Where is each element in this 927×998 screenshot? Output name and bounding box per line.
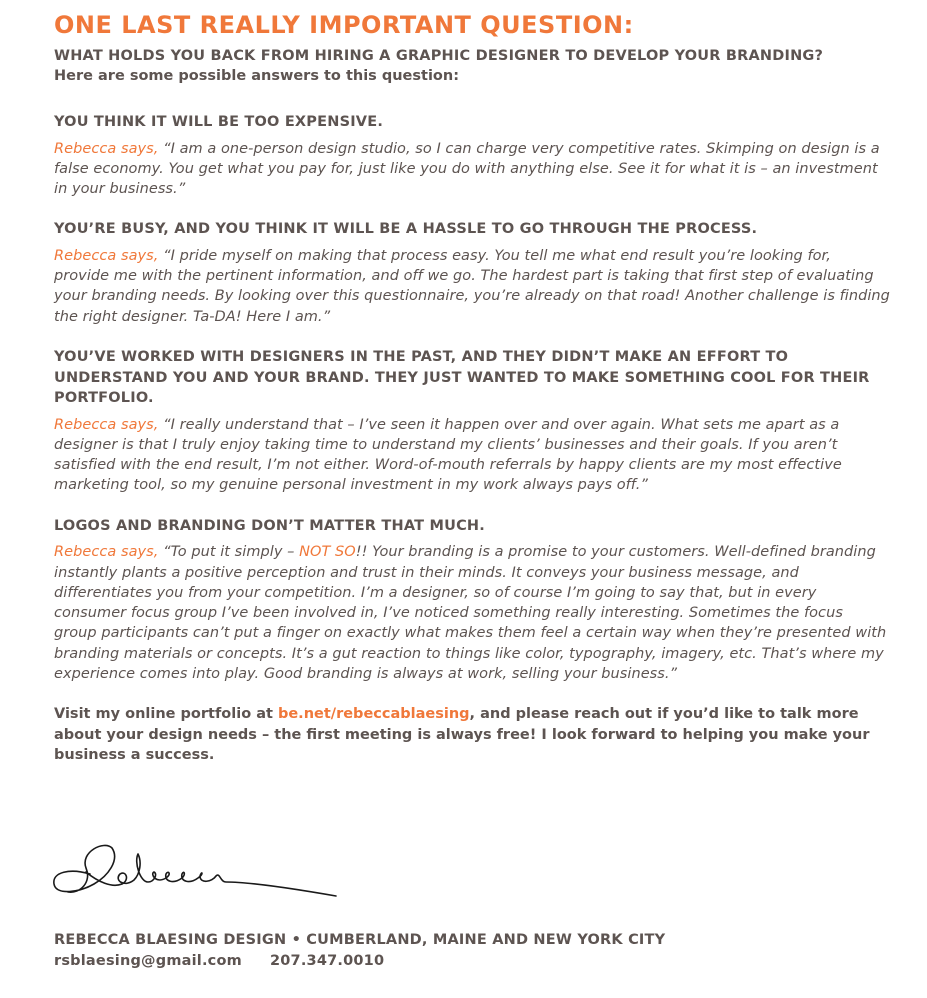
says-label: Rebecca says, [54, 247, 159, 264]
question-3: YOU’VE WORKED WITH DESIGNERS IN THE PAST, AND THEY DIDN’T MAKE AN EFFORT TO UNDERSTAND YOU AND YOUR BRAND. THEY JUST WANTED TO MAKE SOMETHING COOL FOR THEIR PORTFOLIO. [54, 349, 870, 407]
footer [54, 930, 665, 971]
answer-1 [54, 139, 890, 200]
visit-pre: Visit my online portfolio at [54, 706, 278, 723]
email-link[interactable]: rsblaesing@gmail.com [54, 952, 242, 969]
footer-contact [54, 951, 665, 972]
footer-company: REBECCA BLAESING DESIGN • CUMBERLAND, MAINE AND NEW YORK CITY [54, 932, 666, 948]
answer-4-text-pre: “To put it simply – [158, 544, 300, 561]
question-2: YOU’RE BUSY, AND YOU THINK IT WILL BE A HASSLE TO GO THROUGH THE PROCESS. [54, 221, 758, 238]
subtitle: WHAT HOLDS YOU BACK FROM HIRING A GRAPHIC DESIGNER TO DEVELOP YOUR BRANDING? [54, 48, 824, 64]
intro-text: Here are some possible answers to this question: [54, 68, 460, 84]
answer-3-text: “I really understand that – I’ve seen it happen over and over again. What sets me apart as a designer is that I truly enjoy taking time to understand my clients’ businesses and their goals. If you aren’t satisfied with the end result, I’m not either. Word-of-mouth referrals by happy clients are my most effective marketing tool, so my genuine personal investment in my work always pays off.” [54, 416, 842, 494]
answer-2-text: “I pride myself on making that process easy. You tell me what end result you’re looking for, provide me with the pertinent information, and off we go. The hardest part is taking that first step of evaluating your branding needs. By looking over this questionnaire, you’re already on that road! Another challenge is finding the right designer. Ta-DA! Here I am.” [54, 247, 890, 325]
question-4: LOGOS AND BRANDING DON’T MATTER THAT MUCH. [54, 517, 485, 534]
says-label: Rebecca says, [54, 140, 159, 157]
qa-4 [54, 516, 890, 685]
qa-2 [54, 219, 890, 327]
signature-image [50, 838, 342, 902]
question-1: YOU THINK IT WILL BE TOO EXPENSIVE. [54, 114, 384, 130]
visit-paragraph [54, 704, 890, 765]
says-label: Rebecca says, [54, 416, 159, 433]
not-so-highlight: NOT SO [299, 544, 356, 561]
answer-4 [54, 542, 890, 684]
answer-2 [54, 246, 890, 327]
qa-1 [54, 112, 890, 199]
portfolio-link[interactable]: be.net/rebeccablaesing [277, 706, 470, 723]
answer-4-text-post: !! Your branding is a promise to your customers. Well-defined branding instantly plants a positive perception and trust in their minds. It conveys your business message, and differentiates you from your competition. I’m a designer, so of course I’m going to say that, but in every consumer focus group I’ve been involved in, I’ve noticed something really interesting. Sometimes the focus group participants can’t put a finger on exactly what makes them feel a certain way when they’re presented with branding materials or concepts. It’s a gut reaction to things like color, typography, imagery, etc. That’s where my experience comes into play. Good branding is always at work, selling your business.” [54, 544, 887, 683]
answer-1-text: “I am a one-person design studio, so I can charge very competitive rates. Skimping on design is a false economy. You get what you pay for, just like you do with anything else. See it for what it is – an investment in your business.” [54, 140, 880, 198]
page-title: ONE LAST REALLY IMPORTANT QUESTION: [54, 11, 634, 39]
signature-stroke [54, 845, 336, 896]
phone-number[interactable]: 207.347.0010 [269, 952, 385, 969]
visit-post: , and please reach out if you’d like to talk more about your design needs – the first meeting is always free! I look forward to helping you make your business a success. [54, 706, 870, 763]
answer-3 [54, 415, 890, 496]
says-label: Rebecca says, [54, 544, 159, 561]
content [54, 10, 890, 765]
qa-3 [54, 347, 890, 496]
